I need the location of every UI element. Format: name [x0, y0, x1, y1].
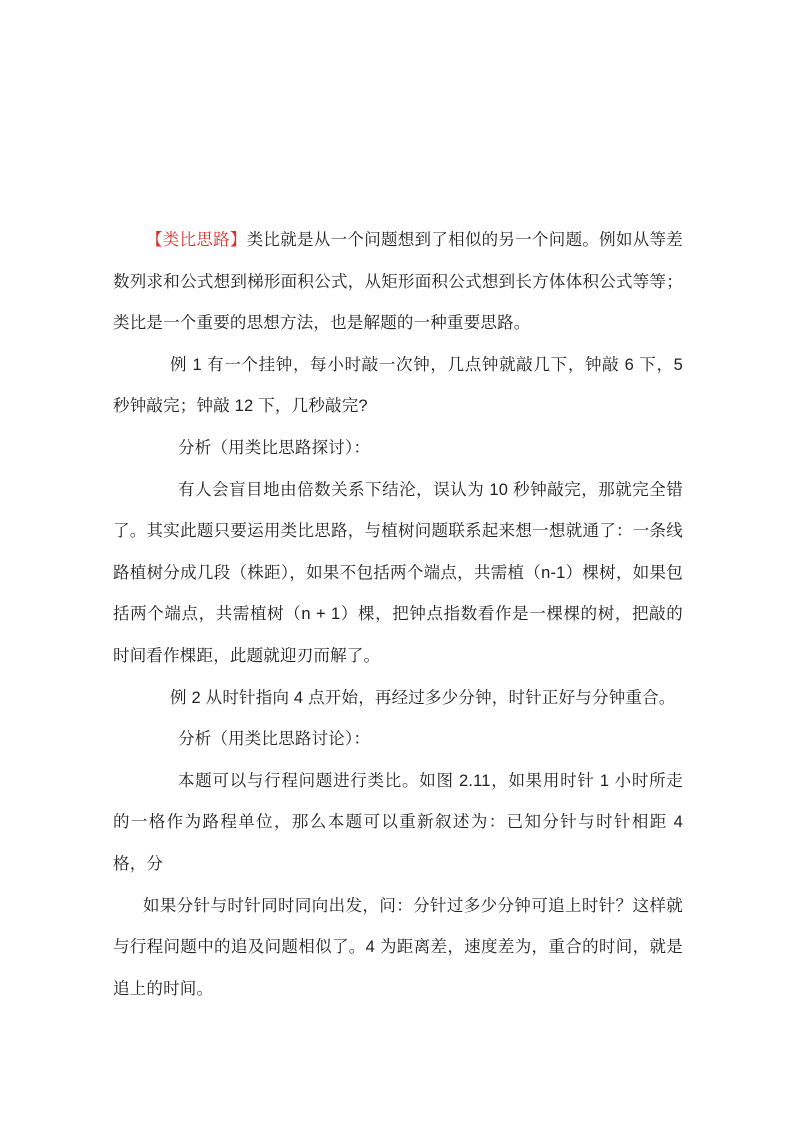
paragraph-analysis-1-body: 有人会盲目地由倍数关系下结沦，误认为 10 秒钟敲完，那就完全错了。其实此题只要运用类比思路，与植树问题联系起来想一想就通了：一条线路植树分成几段（株距），如果不包括两个端点，共需植（n-1）棵树，如果包括两个端点，共需植树（n + 1）棵，把钟点指数看作是一棵棵的树，把敲的时间看作棵距，此题就迎刃而解了。: [113, 480, 683, 665]
paragraph-analysis-2-body: 本题可以与行程问题进行类比。如图 2.11，如果用时针 1 小时所走的一格作为路程单位，那么本题可以重新叙述为：已知分针与时针相距 4 格，分: [113, 771, 683, 873]
paragraph-example-2: 例 2 从时针指向 4 点开始，再经过多少分钟，时针正好与分钟重合。: [170, 688, 676, 707]
document-body: [113, 220, 683, 1010]
paragraph-analysis-1-heading: 分析（用类比思路探讨）：: [178, 438, 371, 457]
paragraph-conclusion: 如果分针与时针同时同向出发，问：分针过多少分钟可追上时针？这样就与行程问题中的追及问题相似了。4 为距离差，速度差为，重合的时间，就是追上的时间。: [113, 896, 683, 998]
paragraph-analysis-2-heading: 分析（用类比思路讨论）：: [178, 730, 371, 749]
intro-heading-label: 【类比思路】: [146, 231, 247, 249]
intro-text: 类比就是从一个问题想到了相似的另一个问题。例如从等差数列求和公式想到梯形面积公式，从矩形面积公式想到长方体体积公式等等；类比是一个重要的思想方法，也是解题的一种重要思路。: [113, 231, 683, 333]
paragraph-example-1: 例 1 有一个挂钟，每小时敲一次钟，几点钟就敲几下，钟敲 6 下，5 秒钟敲完；钟敲 12 下，几秒敲完?: [113, 355, 683, 416]
paragraph-intro: [113, 220, 683, 345]
